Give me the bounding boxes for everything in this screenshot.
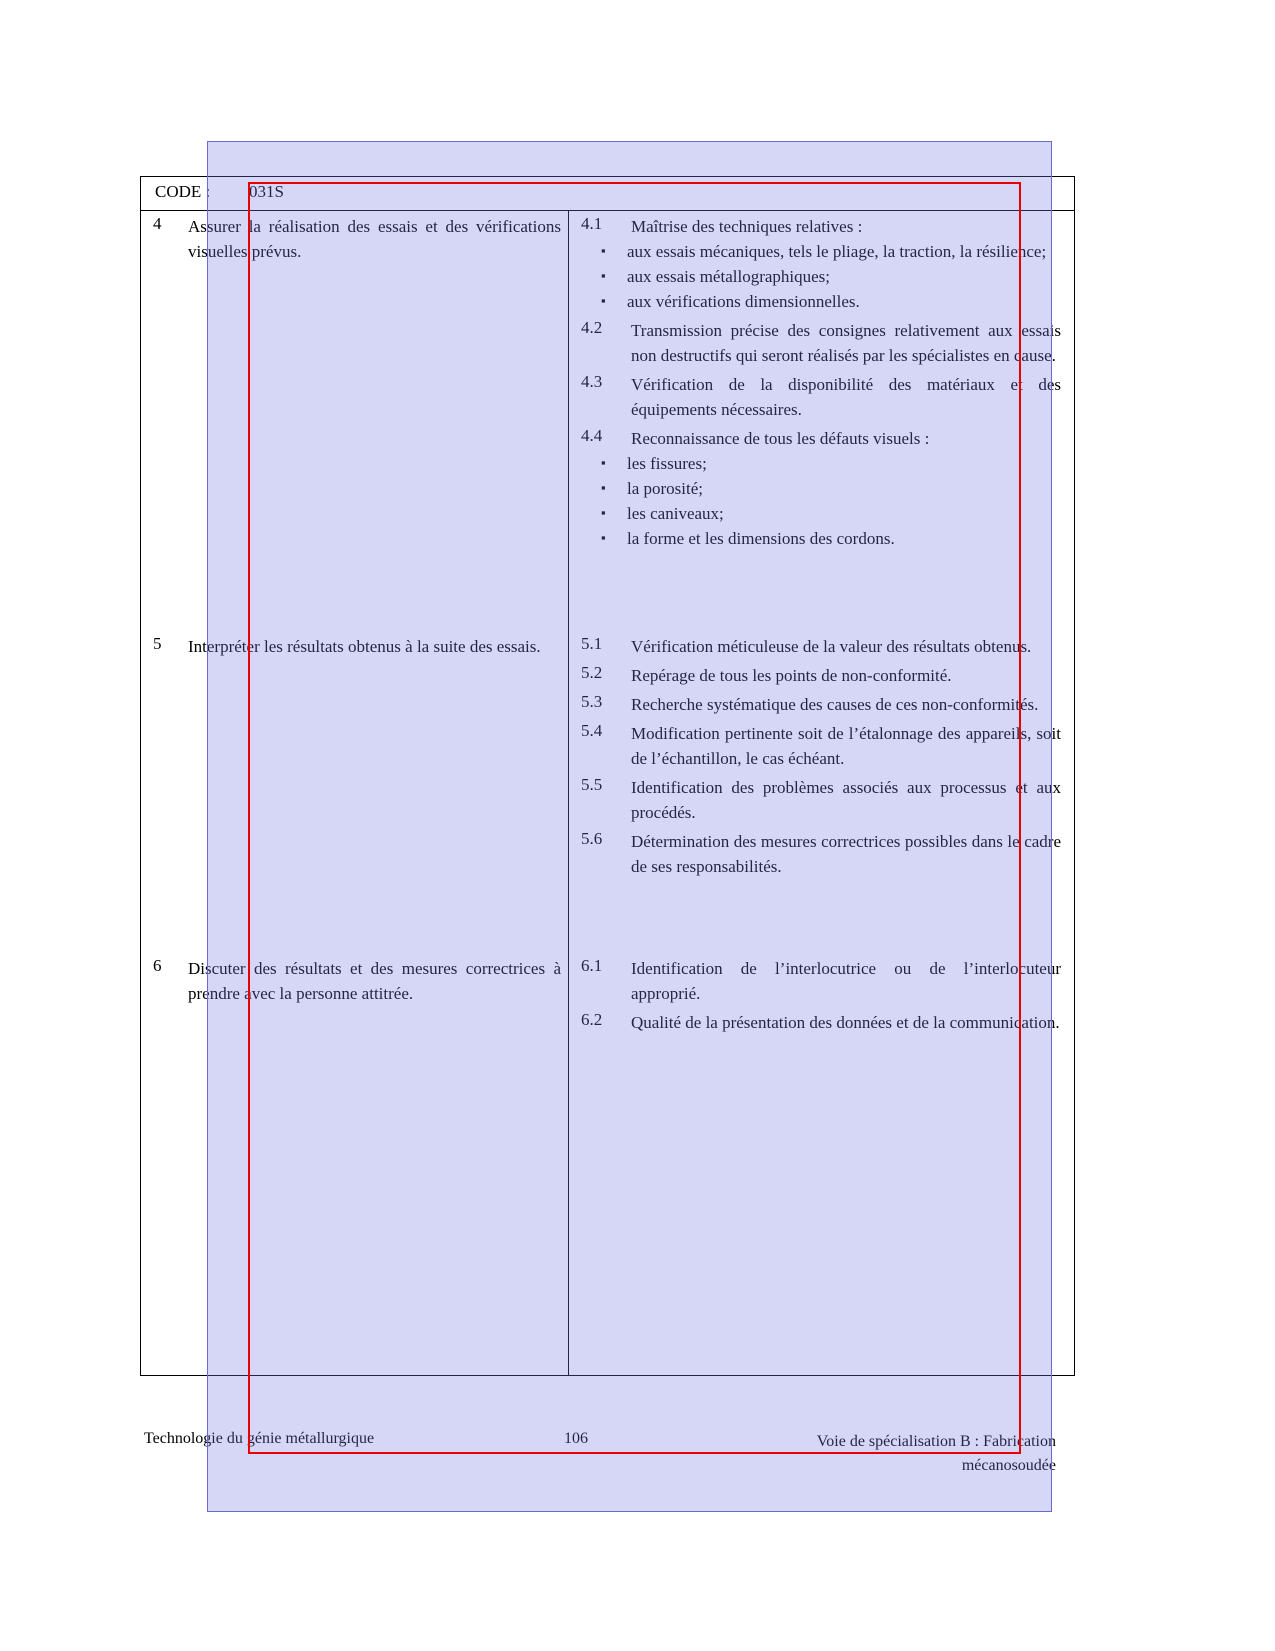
- code-header-row: [141, 177, 1074, 211]
- list-item-text: aux essais métallographiques;: [627, 267, 831, 286]
- competency-cell: [141, 214, 561, 264]
- criterion-text: Transmission précise des consignes relativement aux essais non destructifs qui seront réalisés par les spécialistes en cause.: [631, 321, 1061, 365]
- table-row: [141, 214, 1074, 634]
- competency-cell: [141, 634, 561, 659]
- criterion-bullets: [581, 451, 1061, 551]
- criterion: [581, 663, 1061, 688]
- criterion-text: Modification pertinente soit de l’étalonnage des appareils, soit de l’échantillon, le cas échéant.: [631, 724, 1061, 768]
- criterion: [581, 829, 1061, 879]
- criterion-text: Identification de l’interlocutrice ou de l’interlocuteur approprié.: [631, 959, 1061, 1003]
- list-item-text: les fissures;: [627, 454, 707, 473]
- criterion-number: 5.3: [581, 692, 603, 711]
- criteria-cell: [581, 214, 1061, 555]
- criterion-number: 4.2: [581, 318, 603, 337]
- page-footer: [141, 1430, 1076, 1490]
- competency-text: Assurer la réalisation des essais et des vérifications visuelles prévus.: [188, 217, 561, 261]
- criteria-cell: [581, 956, 1061, 1039]
- list-item-text: aux vérifications dimensionnelles.: [627, 292, 860, 311]
- list-item-text: la forme et les dimensions des cordons.: [627, 529, 895, 548]
- criterion: [581, 956, 1061, 1006]
- competency-cell: [141, 956, 561, 1006]
- competency-number: 6: [153, 956, 162, 975]
- criteria-cell: [581, 634, 1061, 883]
- list-item: [601, 289, 1061, 314]
- competency-text: Interpréter les résultats obtenus à la suite des essais.: [188, 637, 541, 656]
- criterion: [581, 721, 1061, 771]
- competency-text: Discuter des résultats et des mesures correctrices à prendre avec la personne attitrée.: [188, 959, 561, 1003]
- criterion: [581, 1010, 1061, 1035]
- list-item-text: aux essais mécaniques, tels le pliage, la traction, la résilience;: [627, 242, 1047, 261]
- criterion-number: 5.1: [581, 634, 603, 653]
- criterion-number: 4.3: [581, 372, 603, 391]
- dash-icon: ▪: [601, 505, 606, 520]
- criterion-text: Vérification méticuleuse de la valeur des résultats obtenus.: [631, 637, 1032, 656]
- criterion-number: 6.1: [581, 956, 603, 975]
- criterion: [581, 634, 1061, 659]
- criterion-bullets: [581, 239, 1061, 314]
- table-row: [141, 956, 1074, 1116]
- criterion-number: 4.4: [581, 426, 603, 445]
- criterion: [581, 318, 1061, 368]
- criterion-text: Reconnaissance de tous les défauts visuels :: [631, 429, 930, 448]
- dash-icon: ▪: [601, 268, 606, 283]
- criterion-number: 5.4: [581, 721, 603, 740]
- list-item: [601, 501, 1061, 526]
- footer-left-text: Technologie du génie métallurgique: [144, 1430, 375, 1447]
- dash-icon: ▪: [601, 480, 606, 495]
- criterion: [581, 214, 1061, 314]
- list-item: [601, 239, 1061, 264]
- page-number: 106: [564, 1430, 588, 1447]
- criterion: [581, 692, 1061, 717]
- dash-icon: ▪: [601, 243, 606, 258]
- list-item: [601, 264, 1061, 289]
- footer-right-text: Voie de spécialisation B : Fabrication mécanosoudée: [816, 1433, 1056, 1474]
- criterion-text: Détermination des mesures correctrices possibles dans le cadre de ses responsabilités.: [631, 832, 1061, 876]
- criterion-number: 4.1: [581, 214, 603, 233]
- criterion: [581, 775, 1061, 825]
- criterion-number: 5.2: [581, 663, 603, 682]
- criterion: [581, 426, 1061, 551]
- list-item: [601, 451, 1061, 476]
- table-row: [141, 634, 1074, 956]
- criterion-text: Vérification de la disponibilité des matériaux et des équipements nécessaires.: [631, 375, 1061, 419]
- dash-icon: ▪: [601, 293, 606, 308]
- list-item: [601, 526, 1061, 551]
- competency-number: 5: [153, 634, 162, 653]
- competency-number: 4: [153, 214, 162, 233]
- code-label: CODE :: [155, 182, 211, 201]
- criterion-number: 5.6: [581, 829, 603, 848]
- code-value: 031S: [249, 182, 284, 201]
- criterion-text: Repérage de tous les points de non-conformité.: [631, 666, 952, 685]
- list-item-text: la porosité;: [627, 479, 704, 498]
- competency-table: [141, 214, 1074, 1116]
- criterion-number: 5.5: [581, 775, 603, 794]
- criterion: [581, 372, 1061, 422]
- list-item: [601, 476, 1061, 501]
- criterion-text: Qualité de la présentation des données et de la communication.: [631, 1013, 1060, 1032]
- criterion-text: Recherche systématique des causes de ces non-conformités.: [631, 695, 1039, 714]
- dash-icon: ▪: [601, 455, 606, 470]
- criterion-text: Identification des problèmes associés aux processus et aux procédés.: [631, 778, 1061, 822]
- list-item-text: les caniveaux;: [627, 504, 724, 523]
- dash-icon: ▪: [601, 530, 606, 545]
- criterion-number: 6.2: [581, 1010, 603, 1029]
- criterion-text: Maîtrise des techniques relatives :: [631, 217, 863, 236]
